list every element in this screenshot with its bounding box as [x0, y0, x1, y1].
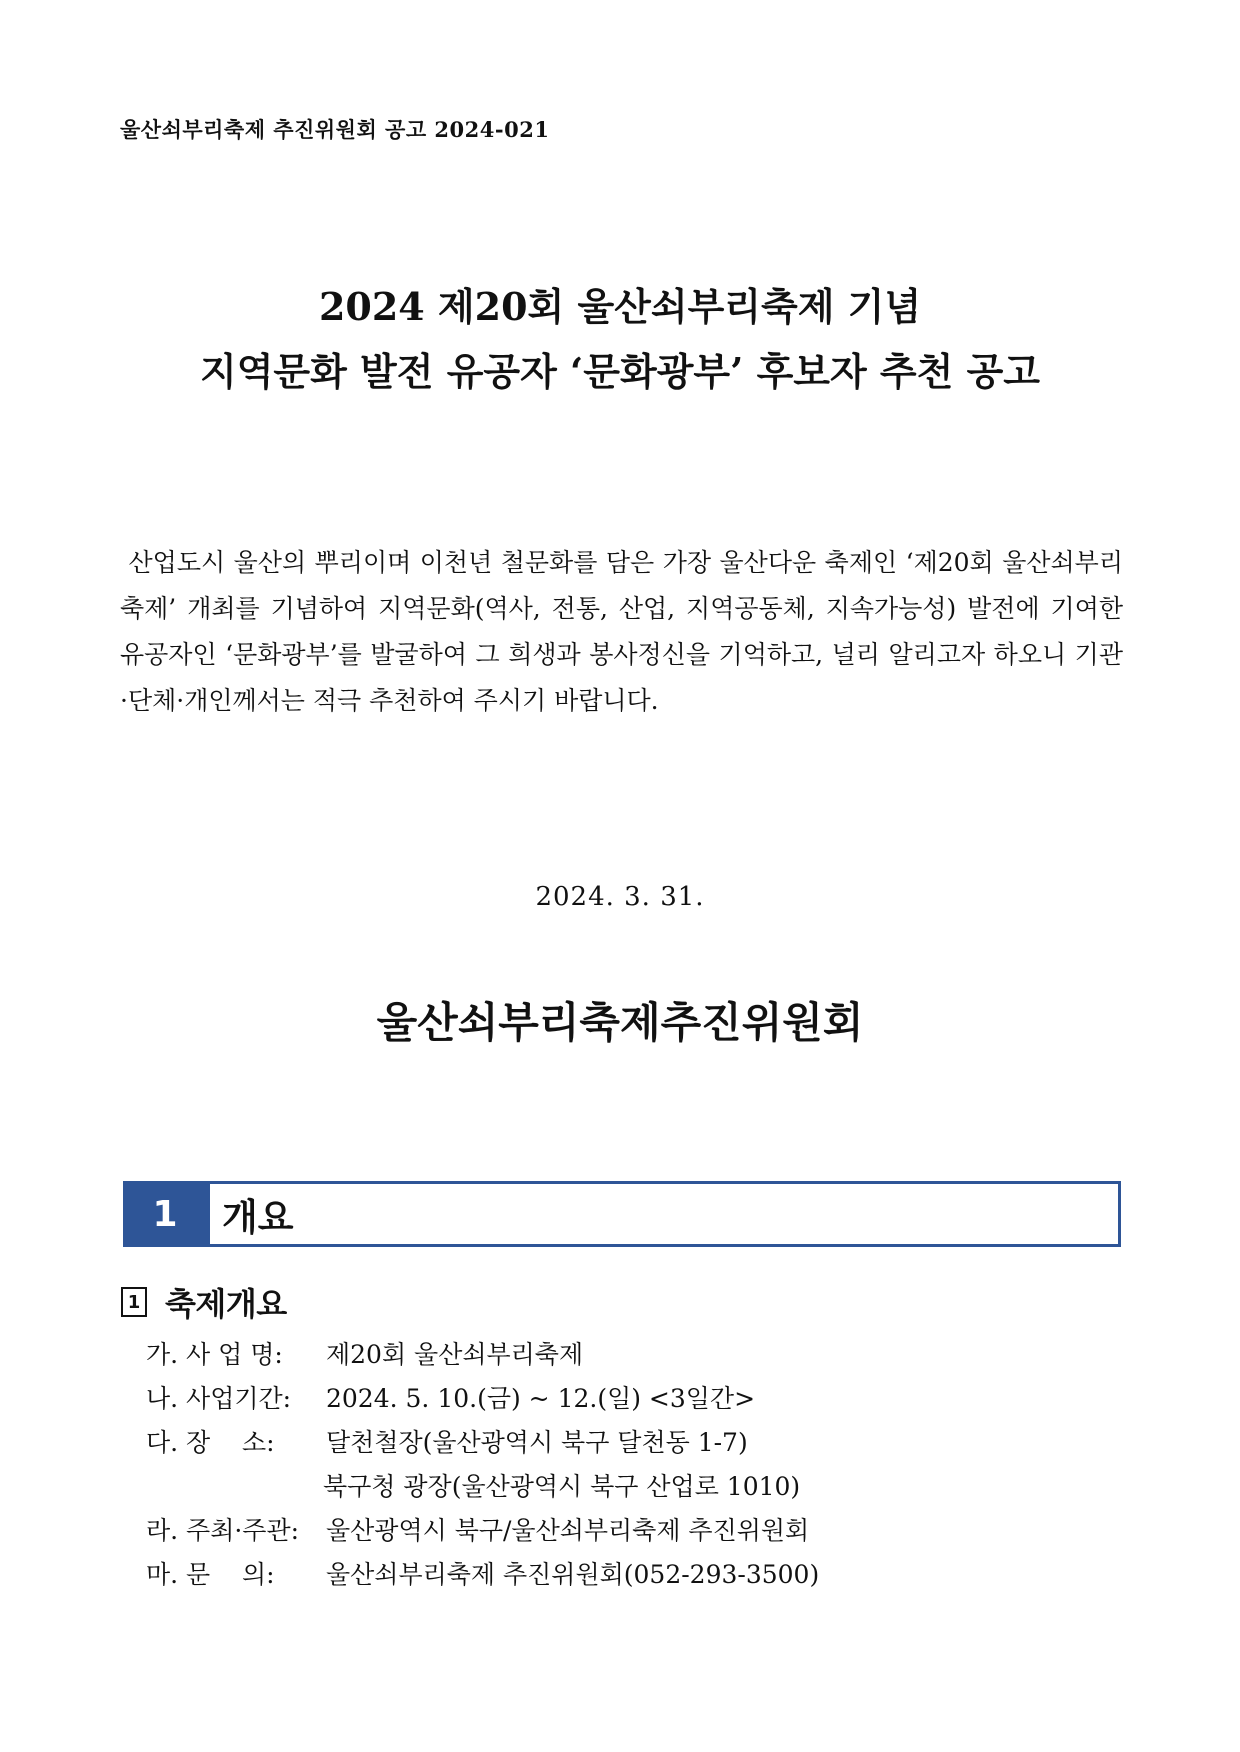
- item-value: 2024. 5. 10.(금) ~ 12.(일) <3일간>: [326, 1384, 756, 1413]
- page-title-line2: 지역문화 발전 유공자 ‘문화광부’ 후보자 추천 공고: [200, 349, 1040, 394]
- section-header: [123, 1181, 1121, 1247]
- subsection-title: 축제개요: [165, 1285, 287, 1323]
- subsection-heading: [121, 1282, 287, 1322]
- committee-name: 울산쇠부리축제추진위원회: [376, 998, 864, 1047]
- item-label: 나. 사업기간:: [146, 1384, 292, 1413]
- notice-number: 울산쇠부리축제 추진위원회 공고 2024-021: [120, 117, 550, 142]
- item-label: 가. 사 업 명:: [146, 1340, 283, 1369]
- section-title-box: [207, 1181, 1121, 1247]
- item-value: 제20회 울산쇠부리축제: [326, 1340, 584, 1369]
- item-value: 달천철장(울산광역시 북구 달천동 1-7): [326, 1428, 748, 1457]
- item-label: 마. 문 의:: [146, 1560, 275, 1589]
- subsection-number-box: 1: [121, 1287, 147, 1317]
- item-value-secondary: 북구청 광장(울산광역시 북구 산업로 1010): [323, 1472, 801, 1501]
- notice-paragraph: 산업도시 울산의 뿌리이며 이천년 철문화를 담은 가장 울산다운 축제인 ‘제20회 울산쇠부리축제’ 개최를 기념하여 지역문화(역사, 전통, 산업, 지역공동체, 지속가능성) 발전에 기여한 유공자인 ‘문화광부’를 발굴하여 그 희생과 봉사정신을 기억하고, 널리 알리고자 하오니 기관·단체·개인께서는 적극 추천하여 주시기 바랍니다.: [120, 548, 1131, 715]
- item-value: 울산광역시 북구/울산쇠부리축제 추진위원회: [326, 1516, 810, 1545]
- item-value: 울산쇠부리축제 추진위원회(052-293-3500): [326, 1560, 820, 1589]
- section-title: 개요: [222, 1196, 294, 1239]
- item-label: 라. 주최·주관:: [146, 1516, 300, 1545]
- item-label: 다. 장 소:: [146, 1428, 275, 1457]
- notice-date: 2024. 3. 31.: [535, 882, 705, 912]
- section-number: 1: [123, 1181, 207, 1247]
- page-title-line1: 2024 제20회 울산쇠부리축제 기념: [318, 284, 922, 329]
